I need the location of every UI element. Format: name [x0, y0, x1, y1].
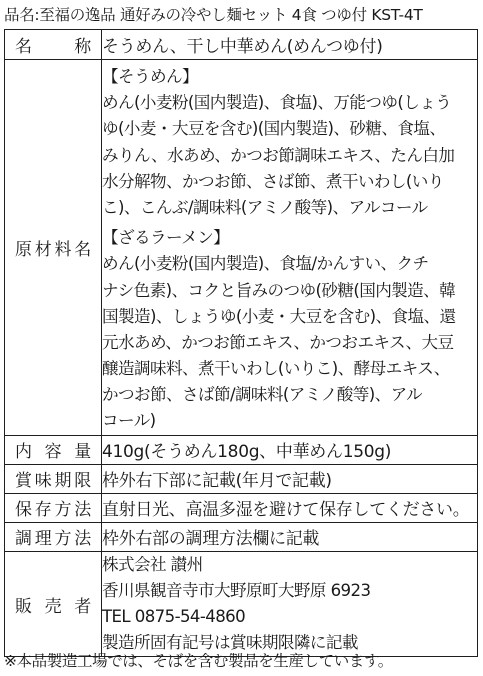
header-best-before: 賞味期限 [5, 464, 102, 493]
value-ingredients [102, 60, 478, 436]
value-cooking: 枠外右部の調理方法欄に記載 [102, 522, 478, 551]
row-cooking [5, 522, 478, 551]
ingredient-line: 【そうめん】 [102, 67, 198, 86]
ingredient-line: こ)、こんぶ/調味料(アミノ酸等)、アルコール [102, 197, 428, 217]
food-label-table [4, 29, 478, 657]
ingredient-line: めん(小麦粉(国内製造)、食塩)、万能つゆ(しょう [102, 93, 452, 113]
ingredient-line: 【ざるラーメン】 [102, 228, 230, 248]
ingredient-line: ゆ(小麦・大豆を含む)(国内製造)、砂糖、食塩、 [102, 119, 446, 139]
header-seller: 販 売 者 [5, 551, 102, 657]
row-seller [5, 551, 478, 657]
seller-company: 株式会社 讃州 [102, 554, 203, 574]
value-name: そうめん、干し中華めん(めんつゆ付) [102, 30, 478, 60]
header-ingredients: 原材料名 [5, 60, 102, 436]
row-best-before [5, 464, 478, 493]
value-seller [102, 551, 478, 657]
ingredient-line: 元水あめ、かつお節エキス、かつおエキス、大豆 [102, 332, 454, 352]
ingredient-line: めん(小麦粉(国内製造)、食塩/かんすい、クチ [102, 254, 429, 274]
value-best-before: 枠外右下部に記載(年月で記載) [102, 464, 478, 493]
row-storage [5, 493, 478, 522]
ingredient-line: かつお節、さば節/調味料(アミノ酸等)、アル [102, 385, 422, 405]
allergen-footnote: ※本品製造工場では、そばを含む製品を生産しています。 [4, 652, 393, 670]
row-ingredients [5, 60, 478, 436]
row-content [5, 435, 478, 464]
value-content: 410g(そうめん180g、中華めん150g) [102, 435, 478, 464]
ingredient-line: 醸造調味料、煮干いわし(いりこ)、酵母エキス、 [102, 359, 450, 379]
row-name [5, 30, 478, 60]
header-storage: 保存方法 [5, 493, 102, 522]
product-title: 品名:至福の逸品 通好みの冷やし麺セット 4食 つゆ付 KST-4T [4, 6, 423, 24]
ingredient-line: 水分解物、かつお節、さば節、煮干いわし(いり [102, 171, 444, 191]
value-storage: 直射日光、高温多湿を避けて保存してください。 [102, 493, 478, 522]
seller-address: 香川県観音寺市大野原町大野原 6923 [102, 580, 371, 600]
header-content: 内 容 量 [5, 435, 102, 464]
manufacturer-code-note: 製造所固有記号は賞味期限隣に記載 [102, 633, 358, 653]
header-cooking: 調理方法 [5, 522, 102, 551]
ingredient-line: 国製造)、しょうゆ(小麦・大豆を含む)、食塩、還 [102, 306, 456, 326]
seller-phone: TEL 0875-54-4860 [102, 607, 246, 626]
ingredient-line: ナシ色素)、コクと旨みのつゆ(砂糖(国内製造、韓 [102, 280, 456, 300]
ingredient-line: コール) [102, 411, 156, 431]
ingredient-line: みりん、水あめ、かつお節調味エキス、たん白加 [102, 145, 455, 165]
header-name: 名 称 [5, 30, 102, 60]
